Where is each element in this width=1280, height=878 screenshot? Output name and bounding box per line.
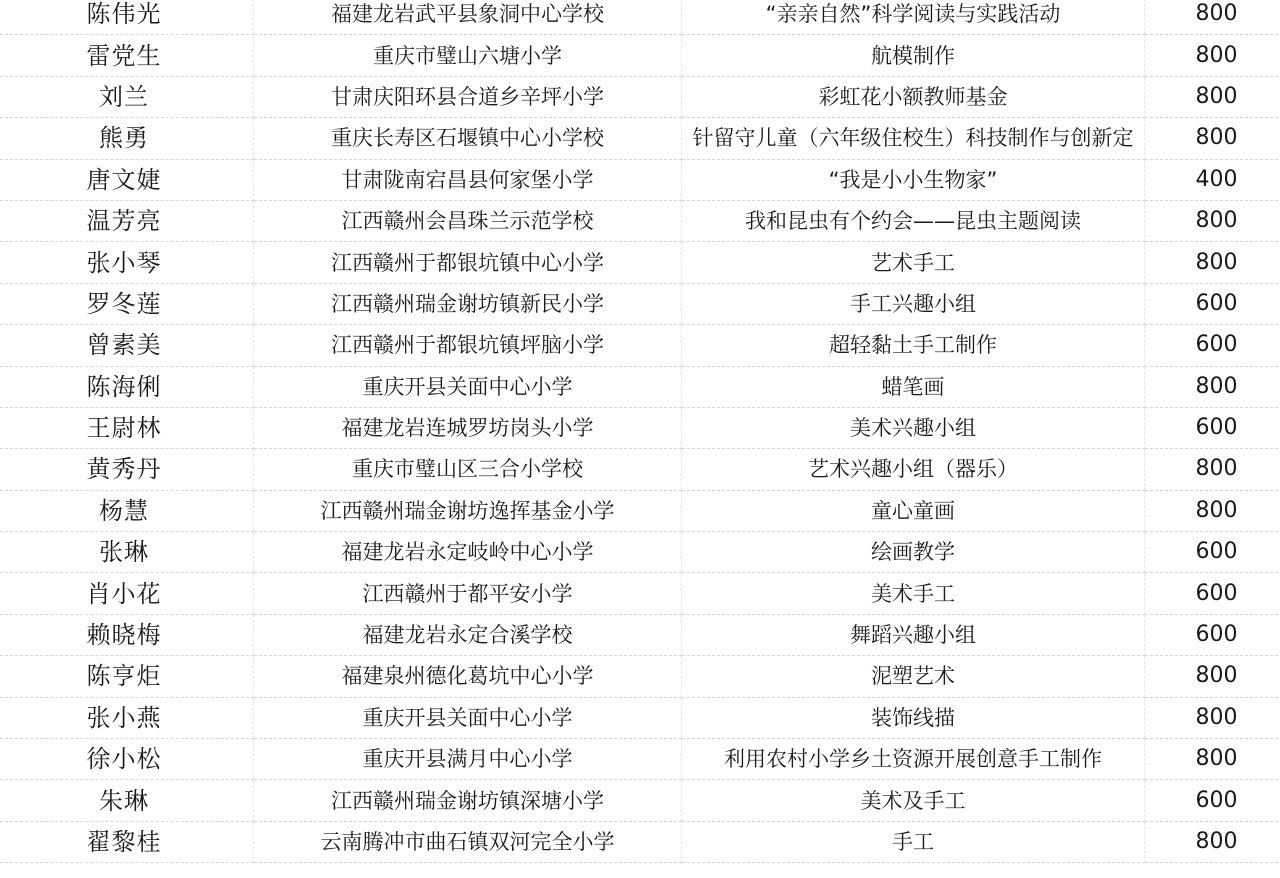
- table-row: [0, 780, 1280, 821]
- amount-cell[interactable]: 600: [1145, 573, 1280, 614]
- school-cell[interactable]: 福建龙岩连城罗坊岗头小学: [254, 407, 682, 448]
- project-cell[interactable]: 利用农村小学乡土资源开展创意手工制作: [682, 739, 1145, 780]
- table-row: [0, 35, 1280, 76]
- recipient-name-cell[interactable]: 张琳: [0, 532, 254, 573]
- recipient-name-cell[interactable]: 翟黎桂: [0, 821, 254, 862]
- table-row: [0, 739, 1280, 780]
- amount-cell[interactable]: 800: [1145, 242, 1280, 283]
- table-row: [0, 449, 1280, 490]
- school-cell[interactable]: 重庆开县关面中心小学: [254, 697, 682, 738]
- school-cell[interactable]: 甘肃庆阳环县合道乡辛坪小学: [254, 76, 682, 117]
- recipient-name-cell[interactable]: 刘兰: [0, 76, 254, 117]
- project-cell[interactable]: 绘画教学: [682, 532, 1145, 573]
- table-row: [0, 159, 1280, 200]
- recipient-name-cell[interactable]: 肖小花: [0, 573, 254, 614]
- recipient-name-cell[interactable]: 雷党生: [0, 35, 254, 76]
- recipient-name-cell[interactable]: 徐小松: [0, 739, 254, 780]
- amount-cell[interactable]: 400: [1145, 159, 1280, 200]
- project-cell[interactable]: 手工兴趣小组: [682, 283, 1145, 324]
- table-row: [0, 242, 1280, 283]
- project-cell[interactable]: 装饰线描: [682, 697, 1145, 738]
- table-row: [0, 697, 1280, 738]
- table-row: [0, 118, 1280, 159]
- project-cell[interactable]: 美术手工: [682, 573, 1145, 614]
- project-cell[interactable]: 手工: [682, 821, 1145, 862]
- recipient-name-cell[interactable]: 王尉林: [0, 407, 254, 448]
- amount-cell[interactable]: 600: [1145, 325, 1280, 366]
- project-cell[interactable]: 航模制作: [682, 35, 1145, 76]
- table-row: [0, 0, 1280, 35]
- school-cell[interactable]: 甘肃陇南宕昌县何家堡小学: [254, 159, 682, 200]
- amount-cell[interactable]: 800: [1145, 490, 1280, 531]
- school-cell[interactable]: 福建龙岩永定岐岭中心小学: [254, 532, 682, 573]
- table-row: [0, 407, 1280, 448]
- project-cell[interactable]: 我和昆虫有个约会——昆虫主题阅读: [682, 200, 1145, 241]
- project-cell[interactable]: 艺术兴趣小组（器乐）: [682, 449, 1145, 490]
- project-cell[interactable]: 彩虹花小额教师基金: [682, 76, 1145, 117]
- table-row: [0, 573, 1280, 614]
- recipient-name-cell[interactable]: 杨慧: [0, 490, 254, 531]
- school-cell[interactable]: 江西赣州瑞金谢坊镇新民小学: [254, 283, 682, 324]
- school-cell[interactable]: 重庆市璧山区三合小学校: [254, 449, 682, 490]
- recipient-name-cell[interactable]: 朱琳: [0, 780, 254, 821]
- recipient-name-cell[interactable]: 唐文婕: [0, 159, 254, 200]
- table-row: [0, 656, 1280, 697]
- amount-cell[interactable]: 800: [1145, 449, 1280, 490]
- table-row: [0, 200, 1280, 241]
- school-cell[interactable]: 江西赣州于都银坑镇中心小学: [254, 242, 682, 283]
- table-row: [0, 283, 1280, 324]
- table-row: [0, 366, 1280, 407]
- recipient-name-cell[interactable]: 陈亨炬: [0, 656, 254, 697]
- school-cell[interactable]: 江西赣州会昌珠兰示范学校: [254, 200, 682, 241]
- amount-cell[interactable]: 800: [1145, 656, 1280, 697]
- project-cell[interactable]: 针留守儿童（六年级住校生）科技制作与创新定: [682, 118, 1145, 159]
- project-cell[interactable]: 艺术手工: [682, 242, 1145, 283]
- recipient-name-cell[interactable]: 陈伟光: [0, 0, 254, 35]
- project-cell[interactable]: 蜡笔画: [682, 366, 1145, 407]
- table-row: [0, 76, 1280, 117]
- recipient-name-cell[interactable]: 赖晓梅: [0, 614, 254, 655]
- school-cell[interactable]: 重庆市璧山六塘小学: [254, 35, 682, 76]
- amount-cell[interactable]: 800: [1145, 821, 1280, 862]
- amount-cell[interactable]: 800: [1145, 35, 1280, 76]
- school-cell[interactable]: 云南腾冲市曲石镇双河完全小学: [254, 821, 682, 862]
- project-cell[interactable]: 舞蹈兴趣小组: [682, 614, 1145, 655]
- project-cell[interactable]: “亲亲自然”科学阅读与实践活动: [682, 0, 1145, 35]
- amount-cell[interactable]: 600: [1145, 283, 1280, 324]
- recipient-name-cell[interactable]: 温芳亮: [0, 200, 254, 241]
- recipient-name-cell[interactable]: 曾素美: [0, 325, 254, 366]
- school-cell[interactable]: 江西赣州瑞金谢坊逸挥基金小学: [254, 490, 682, 531]
- school-cell[interactable]: 福建泉州德化葛坑中心小学: [254, 656, 682, 697]
- recipient-name-cell[interactable]: 张小燕: [0, 697, 254, 738]
- table-row: [0, 821, 1280, 862]
- amount-cell[interactable]: 600: [1145, 780, 1280, 821]
- project-cell[interactable]: 童心童画: [682, 490, 1145, 531]
- school-cell[interactable]: 福建龙岩武平县象洞中心学校: [254, 0, 682, 35]
- school-cell[interactable]: 重庆开县满月中心小学: [254, 739, 682, 780]
- table-row: [0, 614, 1280, 655]
- project-cell[interactable]: 超轻黏土手工制作: [682, 325, 1145, 366]
- recipient-name-cell[interactable]: 陈海俐: [0, 366, 254, 407]
- amount-cell[interactable]: 800: [1145, 697, 1280, 738]
- amount-cell[interactable]: 600: [1145, 407, 1280, 448]
- table-row: [0, 532, 1280, 573]
- amount-cell[interactable]: 800: [1145, 118, 1280, 159]
- school-cell[interactable]: 江西赣州于都平安小学: [254, 573, 682, 614]
- amount-cell[interactable]: 600: [1145, 614, 1280, 655]
- recipient-name-cell[interactable]: 张小琴: [0, 242, 254, 283]
- school-cell[interactable]: 重庆长寿区石堰镇中心小学校: [254, 118, 682, 159]
- amount-cell[interactable]: 600: [1145, 532, 1280, 573]
- school-cell[interactable]: 江西赣州瑞金谢坊镇深塘小学: [254, 780, 682, 821]
- school-cell[interactable]: 福建龙岩永定合溪学校: [254, 614, 682, 655]
- amount-cell[interactable]: 800: [1145, 0, 1280, 35]
- project-cell[interactable]: 美术兴趣小组: [682, 407, 1145, 448]
- table-row: [0, 490, 1280, 531]
- amount-cell[interactable]: 800: [1145, 739, 1280, 780]
- project-cell[interactable]: 泥塑艺术: [682, 656, 1145, 697]
- amount-cell[interactable]: 800: [1145, 366, 1280, 407]
- amount-cell[interactable]: 800: [1145, 76, 1280, 117]
- amount-cell[interactable]: 800: [1145, 200, 1280, 241]
- recipient-name-cell[interactable]: 熊勇: [0, 118, 254, 159]
- table-row: [0, 325, 1280, 366]
- recipient-name-cell[interactable]: 罗冬莲: [0, 283, 254, 324]
- school-cell[interactable]: 重庆开县关面中心小学: [254, 366, 682, 407]
- project-cell[interactable]: “我是小小生物家”: [682, 159, 1145, 200]
- school-cell[interactable]: 江西赣州于都银坑镇坪脑小学: [254, 325, 682, 366]
- project-cell[interactable]: 美术及手工: [682, 780, 1145, 821]
- recipient-name-cell[interactable]: 黄秀丹: [0, 449, 254, 490]
